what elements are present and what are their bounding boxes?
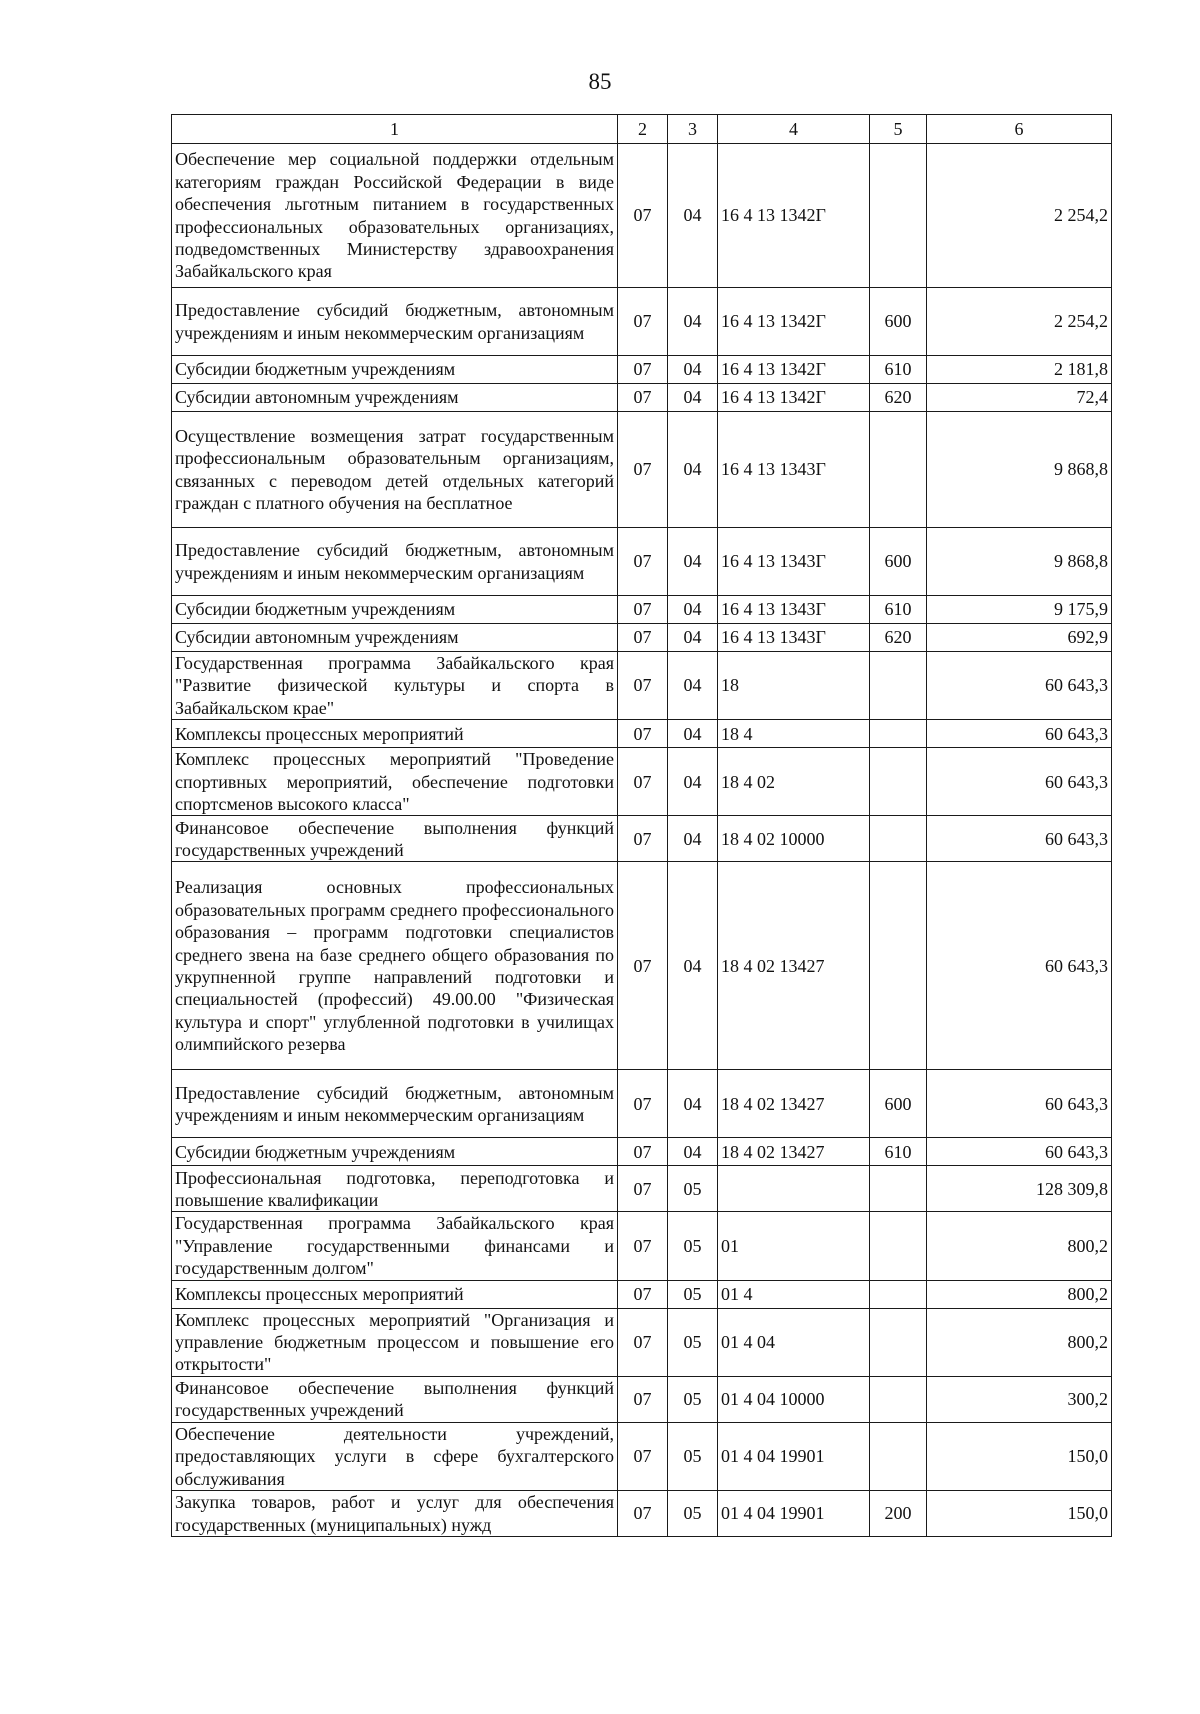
row-subsection-cell: 05 xyxy=(668,1280,718,1308)
row-amount-cell: 9 868,8 xyxy=(927,528,1112,596)
table-row xyxy=(172,862,1112,1070)
table-row xyxy=(172,1280,1112,1308)
row-name-cell: Комплекс процессных мероприятий "Организация и управление бюджетным процессом и повышение его открытости" xyxy=(172,1308,618,1376)
row-amount-cell: 692,9 xyxy=(927,624,1112,652)
table-row xyxy=(172,1166,1112,1212)
row-target-article-cell: 18 4 02 13427 xyxy=(718,862,870,1070)
row-amount-cell: 800,2 xyxy=(927,1308,1112,1376)
row-section-cell: 07 xyxy=(618,144,668,288)
row-expense-type-cell: 200 xyxy=(870,1491,927,1537)
row-subsection-cell: 04 xyxy=(668,412,718,528)
row-amount-cell: 60 643,3 xyxy=(927,862,1112,1070)
row-target-article-cell: 18 4 02 13427 xyxy=(718,1070,870,1138)
row-target-article-cell: 16 4 13 1342Г xyxy=(718,384,870,412)
row-name-cell: Предоставление субсидий бюджетным, автономным учреждениям и иным некоммерческим организациям xyxy=(172,1070,618,1138)
row-target-article-cell xyxy=(718,1166,870,1212)
table-row xyxy=(172,816,1112,862)
row-name-cell: Субсидии автономным учреждениям xyxy=(172,384,618,412)
row-name-cell: Осуществление возмещения затрат государственным профессиональным образовательным организациям, связанных с переводом детей отдельных категорий граждан с платного обучения на бесплатное xyxy=(172,412,618,528)
row-amount-cell: 150,0 xyxy=(927,1491,1112,1537)
row-amount-cell: 60 643,3 xyxy=(927,748,1112,816)
row-amount-cell: 9 868,8 xyxy=(927,412,1112,528)
row-subsection-cell: 04 xyxy=(668,528,718,596)
row-expense-type-cell xyxy=(870,1212,927,1280)
row-name-cell: Обеспечение деятельности учреждений, предоставляющих услуги в сфере бухгалтерского обслуживания xyxy=(172,1422,618,1490)
row-target-article-cell: 01 4 04 19901 xyxy=(718,1491,870,1537)
row-subsection-cell: 04 xyxy=(668,816,718,862)
table-row xyxy=(172,720,1112,748)
column-header-name: 1 xyxy=(172,115,618,144)
row-expense-type-cell xyxy=(870,1166,927,1212)
row-name-cell: Обеспечение мер социальной поддержки отдельным категориям граждан Российской Федерации в виде обеспечения льготным питанием в государственных профессиональных образовательных организациях, подведомственных Министерству здравоохранения Забайкальского края xyxy=(172,144,618,288)
row-section-cell: 07 xyxy=(618,1212,668,1280)
row-expense-type-cell: 610 xyxy=(870,596,927,624)
row-expense-type-cell xyxy=(870,862,927,1070)
row-expense-type-cell xyxy=(870,720,927,748)
table-row xyxy=(172,1308,1112,1376)
table-header-row xyxy=(172,115,1112,144)
row-amount-cell: 150,0 xyxy=(927,1422,1112,1490)
row-expense-type-cell: 610 xyxy=(870,356,927,384)
row-target-article-cell: 16 4 13 1342Г xyxy=(718,356,870,384)
column-header-subsection: 3 xyxy=(668,115,718,144)
row-name-cell: Субсидии бюджетным учреждениям xyxy=(172,596,618,624)
row-section-cell: 07 xyxy=(618,1491,668,1537)
budget-table xyxy=(171,114,1112,1537)
row-subsection-cell: 04 xyxy=(668,1138,718,1166)
row-section-cell: 07 xyxy=(618,720,668,748)
row-target-article-cell: 01 4 04 10000 xyxy=(718,1376,870,1422)
row-target-article-cell: 01 xyxy=(718,1212,870,1280)
row-amount-cell: 2 181,8 xyxy=(927,356,1112,384)
row-section-cell: 07 xyxy=(618,1070,668,1138)
row-target-article-cell: 16 4 13 1343Г xyxy=(718,528,870,596)
row-name-cell: Государственная программа Забайкальского края "Управление государственными финансами и государственным долгом" xyxy=(172,1212,618,1280)
row-subsection-cell: 04 xyxy=(668,720,718,748)
row-expense-type-cell: 620 xyxy=(870,384,927,412)
row-target-article-cell: 16 4 13 1342Г xyxy=(718,288,870,356)
row-target-article-cell: 18 4 02 10000 xyxy=(718,816,870,862)
row-expense-type-cell xyxy=(870,816,927,862)
row-expense-type-cell xyxy=(870,1280,927,1308)
row-section-cell: 07 xyxy=(618,816,668,862)
row-subsection-cell: 05 xyxy=(668,1308,718,1376)
row-section-cell: 07 xyxy=(618,652,668,720)
row-target-article-cell: 16 4 13 1343Г xyxy=(718,412,870,528)
row-target-article-cell: 01 4 04 19901 xyxy=(718,1422,870,1490)
row-expense-type-cell xyxy=(870,1308,927,1376)
table-row xyxy=(172,1138,1112,1166)
row-expense-type-cell: 600 xyxy=(870,528,927,596)
row-target-article-cell: 18 xyxy=(718,652,870,720)
row-expense-type-cell xyxy=(870,652,927,720)
row-name-cell: Комплексы процессных мероприятий xyxy=(172,720,618,748)
row-subsection-cell: 04 xyxy=(668,652,718,720)
row-subsection-cell: 05 xyxy=(668,1422,718,1490)
row-target-article-cell: 18 4 02 13427 xyxy=(718,1138,870,1166)
row-section-cell: 07 xyxy=(618,1280,668,1308)
table-row xyxy=(172,624,1112,652)
row-amount-cell: 128 309,8 xyxy=(927,1166,1112,1212)
table-row xyxy=(172,1491,1112,1537)
row-target-article-cell: 18 4 xyxy=(718,720,870,748)
row-expense-type-cell: 610 xyxy=(870,1138,927,1166)
row-subsection-cell: 04 xyxy=(668,144,718,288)
row-target-article-cell: 01 4 04 xyxy=(718,1308,870,1376)
row-amount-cell: 800,2 xyxy=(927,1212,1112,1280)
row-subsection-cell: 05 xyxy=(668,1376,718,1422)
table-row xyxy=(172,144,1112,288)
row-subsection-cell: 04 xyxy=(668,288,718,356)
row-section-cell: 07 xyxy=(618,1138,668,1166)
row-name-cell: Финансовое обеспечение выполнения функций государственных учреждений xyxy=(172,1376,618,1422)
row-name-cell: Реализация основных профессиональных образовательных программ среднего профессионального образования – программ подготовки специалистов среднего звена на базе среднего общего образования по укрупненной группе направлений подготовки и специальностей (профессий) 49.00.00 "Физическая культура и спорт" углубленной подготовки в училищах олимпийского резерва xyxy=(172,862,618,1070)
row-section-cell: 07 xyxy=(618,596,668,624)
table-row xyxy=(172,652,1112,720)
row-subsection-cell: 05 xyxy=(668,1166,718,1212)
table-row xyxy=(172,384,1112,412)
table-row xyxy=(172,1070,1112,1138)
column-header-section: 2 xyxy=(618,115,668,144)
row-target-article-cell: 01 4 xyxy=(718,1280,870,1308)
table-row xyxy=(172,1376,1112,1422)
column-header-target-article: 4 xyxy=(718,115,870,144)
row-target-article-cell: 16 4 13 1343Г xyxy=(718,624,870,652)
row-section-cell: 07 xyxy=(618,356,668,384)
row-expense-type-cell: 600 xyxy=(870,1070,927,1138)
table-row xyxy=(172,748,1112,816)
row-amount-cell: 2 254,2 xyxy=(927,288,1112,356)
row-expense-type-cell xyxy=(870,748,927,816)
table-body xyxy=(172,144,1112,1537)
row-expense-type-cell xyxy=(870,1376,927,1422)
row-name-cell: Субсидии бюджетным учреждениям xyxy=(172,1138,618,1166)
row-name-cell: Финансовое обеспечение выполнения функций государственных учреждений xyxy=(172,816,618,862)
row-section-cell: 07 xyxy=(618,748,668,816)
row-amount-cell: 300,2 xyxy=(927,1376,1112,1422)
table-row xyxy=(172,356,1112,384)
row-expense-type-cell xyxy=(870,144,927,288)
row-section-cell: 07 xyxy=(618,624,668,652)
column-header-expense-type: 5 xyxy=(870,115,927,144)
row-name-cell: Комплекс процессных мероприятий "Проведение спортивных мероприятий, обеспечение подготовки спортсменов высокого класса" xyxy=(172,748,618,816)
row-section-cell: 07 xyxy=(618,384,668,412)
row-subsection-cell: 04 xyxy=(668,1070,718,1138)
table-row xyxy=(172,528,1112,596)
row-amount-cell: 72,4 xyxy=(927,384,1112,412)
row-name-cell: Предоставление субсидий бюджетным, автономным учреждениям и иным некоммерческим организациям xyxy=(172,288,618,356)
page-number: 85 xyxy=(588,69,612,94)
row-subsection-cell: 04 xyxy=(668,384,718,412)
row-section-cell: 07 xyxy=(618,1308,668,1376)
row-name-cell: Субсидии бюджетным учреждениям xyxy=(172,356,618,384)
row-amount-cell: 60 643,3 xyxy=(927,816,1112,862)
row-target-article-cell: 16 4 13 1342Г xyxy=(718,144,870,288)
row-subsection-cell: 04 xyxy=(668,624,718,652)
table-row xyxy=(172,288,1112,356)
row-subsection-cell: 04 xyxy=(668,862,718,1070)
row-subsection-cell: 04 xyxy=(668,596,718,624)
row-target-article-cell: 16 4 13 1343Г xyxy=(718,596,870,624)
row-section-cell: 07 xyxy=(618,412,668,528)
table-row xyxy=(172,1212,1112,1280)
table-row xyxy=(172,1422,1112,1490)
row-amount-cell: 60 643,3 xyxy=(927,652,1112,720)
row-expense-type-cell xyxy=(870,1422,927,1490)
row-subsection-cell: 05 xyxy=(668,1491,718,1537)
row-amount-cell: 60 643,3 xyxy=(927,1138,1112,1166)
row-section-cell: 07 xyxy=(618,862,668,1070)
row-expense-type-cell: 600 xyxy=(870,288,927,356)
row-section-cell: 07 xyxy=(618,288,668,356)
row-amount-cell: 60 643,3 xyxy=(927,1070,1112,1138)
row-target-article-cell: 18 4 02 xyxy=(718,748,870,816)
row-amount-cell: 60 643,3 xyxy=(927,720,1112,748)
row-name-cell: Субсидии автономным учреждениям xyxy=(172,624,618,652)
row-subsection-cell: 04 xyxy=(668,748,718,816)
row-name-cell: Предоставление субсидий бюджетным, автономным учреждениям и иным некоммерческим организациям xyxy=(172,528,618,596)
row-subsection-cell: 04 xyxy=(668,356,718,384)
row-amount-cell: 800,2 xyxy=(927,1280,1112,1308)
row-name-cell: Закупка товаров, работ и услуг для обеспечения государственных (муниципальных) нужд xyxy=(172,1491,618,1537)
row-name-cell: Профессиональная подготовка, переподготовка и повышение квалификации xyxy=(172,1166,618,1212)
row-section-cell: 07 xyxy=(618,1422,668,1490)
row-amount-cell: 9 175,9 xyxy=(927,596,1112,624)
table-row xyxy=(172,412,1112,528)
row-name-cell: Государственная программа Забайкальского края "Развитие физической культуры и спорта в Забайкальском крае" xyxy=(172,652,618,720)
table-row xyxy=(172,596,1112,624)
row-section-cell: 07 xyxy=(618,1376,668,1422)
row-expense-type-cell xyxy=(870,412,927,528)
row-name-cell: Комплексы процессных мероприятий xyxy=(172,1280,618,1308)
row-amount-cell: 2 254,2 xyxy=(927,144,1112,288)
row-section-cell: 07 xyxy=(618,1166,668,1212)
row-expense-type-cell: 620 xyxy=(870,624,927,652)
row-subsection-cell: 05 xyxy=(668,1212,718,1280)
row-section-cell: 07 xyxy=(618,528,668,596)
column-header-amount: 6 xyxy=(927,115,1112,144)
